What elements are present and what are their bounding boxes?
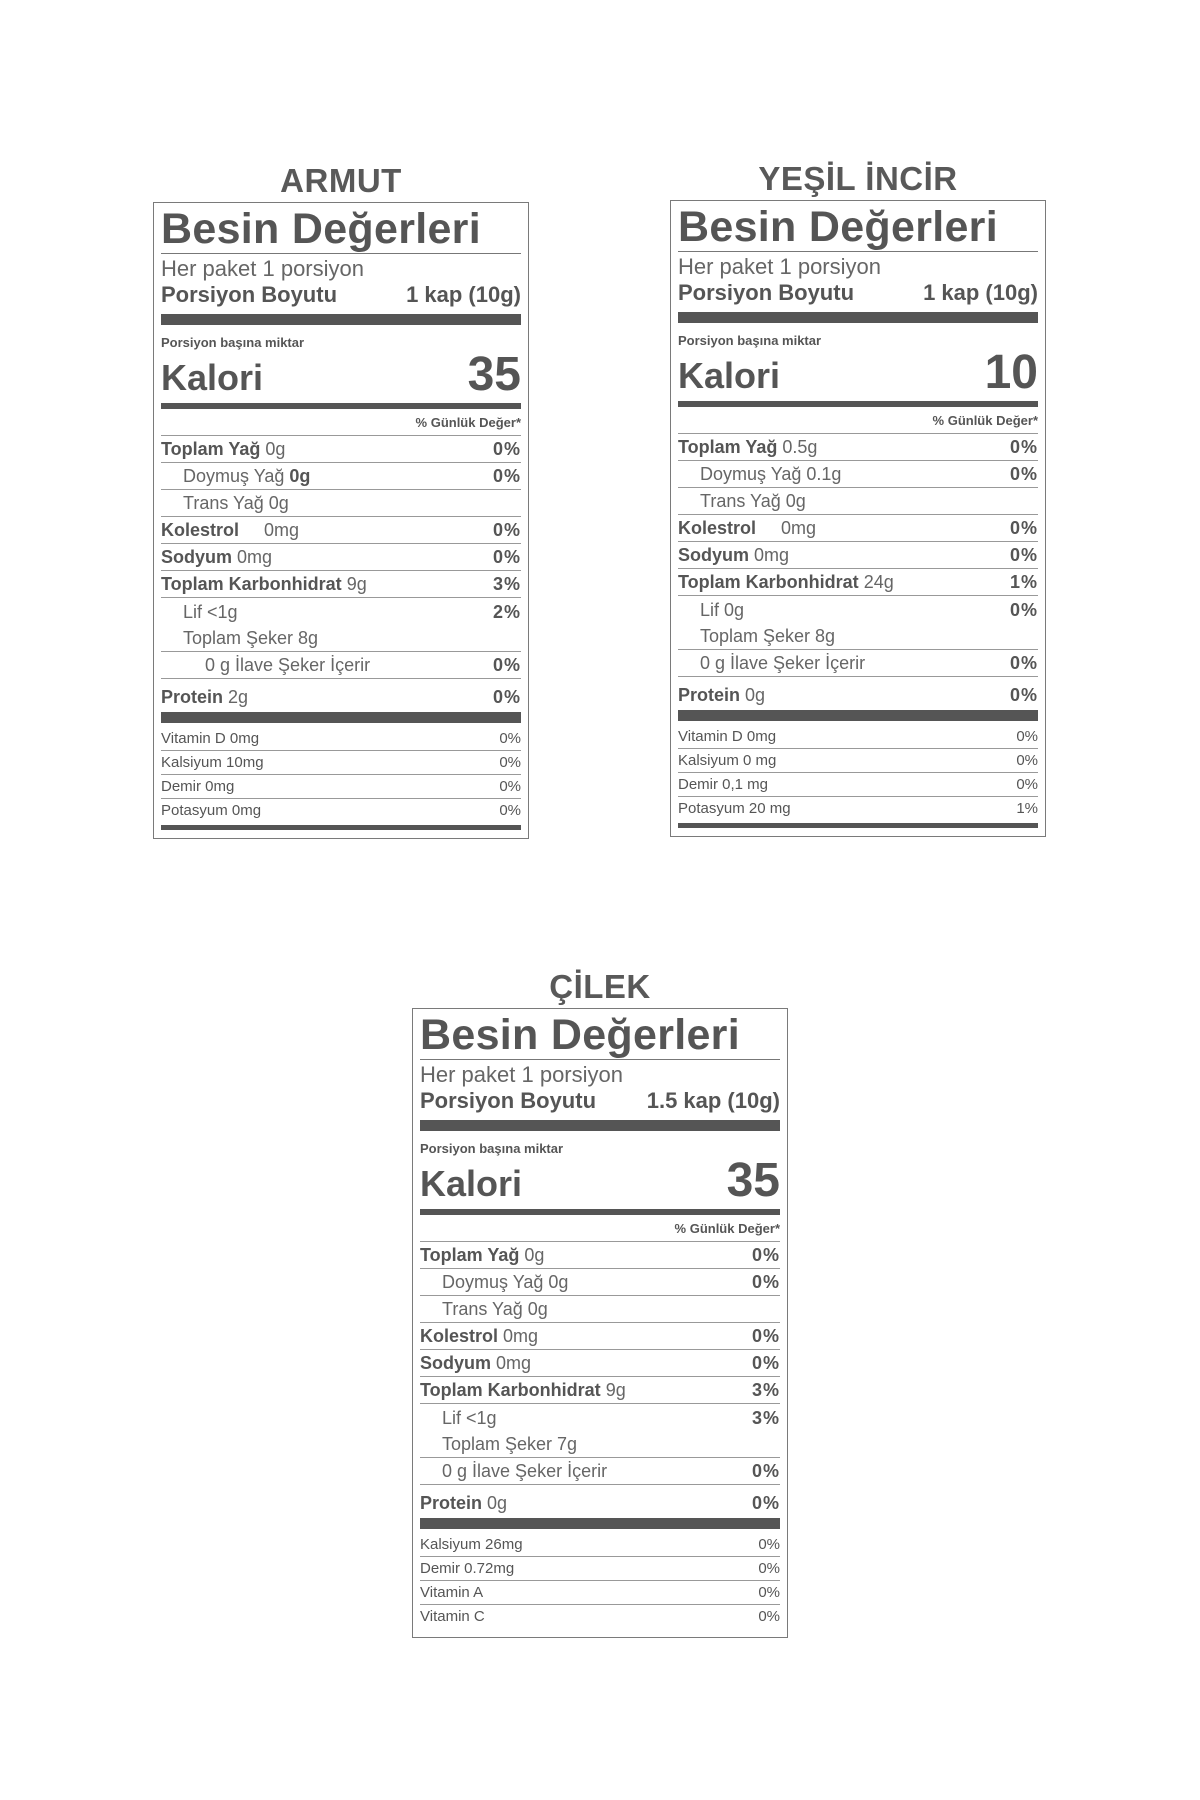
nutrient-row: Protein 2g 0% [161, 687, 521, 707]
nutrient-row: Trans Yağ 0g [678, 488, 1038, 515]
calories-value: 35 [467, 348, 521, 401]
nutrition-label [670, 200, 1046, 837]
vitamin-row: Kalsiyum 0 mg 0% [678, 749, 1038, 773]
per-serving-text: Porsiyon başına miktar [161, 335, 305, 350]
vitamin-row: Vitamin D 0mg 0% [161, 727, 521, 751]
per-serving-text: Porsiyon başına miktar [678, 333, 822, 348]
nutrient-row: Doymuş Yağ 0g 0% [161, 463, 521, 490]
calories-value: 10 [984, 346, 1038, 399]
servings-text: Her paket 1 porsiyon [161, 256, 364, 281]
nutrient-row: Lif <1g 3% [442, 1408, 780, 1428]
serving-size-label: Porsiyon Boyutu [420, 1088, 597, 1113]
divider-thick [161, 712, 521, 723]
nutrition-label [153, 202, 529, 839]
nutrient-row: Toplam Yağ 0g 0% [161, 436, 521, 463]
nutrient-row: Toplam Şeker 8g [161, 625, 521, 652]
nutrient-row: Kolestrol 0mg 0% [420, 1323, 780, 1350]
label-title: Besin Değerleri [678, 203, 1038, 252]
nutrient-row: Doymuş Yağ 0.1g 0% [678, 461, 1038, 488]
nutrient-row: Sodyum 0mg 0% [161, 544, 521, 571]
calories-row [420, 1154, 780, 1207]
servings-text: Her paket 1 porsiyon [678, 254, 881, 279]
nutrient-row: Lif 0g 0% [700, 600, 1038, 620]
vitamin-row: Demir 0,1 mg 0% [678, 773, 1038, 797]
nutrient-row: Toplam Şeker 7g [420, 1431, 780, 1458]
label-title: Besin Değerleri [161, 205, 521, 254]
nutrition-card-cilek [412, 966, 788, 1638]
divider-medium [420, 1209, 780, 1215]
nutrient-row: Doymuş Yağ 0g 0% [420, 1269, 780, 1296]
calories-label: Kalori [161, 357, 264, 398]
vitamin-row: Vitamin A 0% [420, 1581, 780, 1605]
nutrient-row: Sodyum 0mg 0% [678, 542, 1038, 569]
daily-value-header: % Günlük Değer* [161, 411, 521, 436]
nutrient-row: Protein 0g 0% [420, 1493, 780, 1513]
nutrient-row: Toplam Yağ 0.5g 0% [678, 434, 1038, 461]
serving-size-label: Porsiyon Boyutu [161, 282, 338, 307]
daily-value-header: % Günlük Değer* [420, 1217, 780, 1242]
divider-thick [678, 710, 1038, 721]
serving-size-label: Porsiyon Boyutu [678, 280, 855, 305]
nutrient-row: 0 g İlave Şeker İçerir 0% [420, 1458, 780, 1485]
calories-label: Kalori [420, 1163, 523, 1204]
serving-size-value: 1 kap (10g) [406, 282, 521, 307]
vitamin-row: Potasyum 0mg 0% [161, 802, 521, 819]
divider-end [161, 825, 521, 830]
nutrient-row: 0 g İlave Şeker İçerir 0% [678, 650, 1038, 677]
nutrient-row: Trans Yağ 0g [161, 490, 521, 517]
nutrient-row: Lif <1g 2% [183, 602, 521, 622]
nutrient-row: Protein 0g 0% [678, 685, 1038, 705]
nutrition-card-armut [153, 160, 529, 839]
fruit-title: YEŞİL İNCİR [758, 160, 958, 197]
per-serving-text: Porsiyon başına miktar [420, 1141, 564, 1156]
calories-value: 35 [726, 1154, 780, 1207]
divider-thick [161, 314, 521, 325]
serving-size-value: 1.5 kap (10g) [646, 1088, 780, 1113]
nutrient-row: Sodyum 0mg 0% [420, 1350, 780, 1377]
nutrition-label [412, 1008, 788, 1638]
servings-text: Her paket 1 porsiyon [420, 1062, 623, 1087]
divider-medium [678, 401, 1038, 407]
nutrient-row: Toplam Şeker 8g [678, 623, 1038, 650]
calories-row [678, 346, 1038, 399]
fruit-title: ÇİLEK [549, 968, 651, 1005]
serving-size-row [420, 1088, 780, 1114]
nutrition-card-incir [670, 158, 1046, 837]
calories-label: Kalori [678, 355, 781, 396]
nutrient-row: 0 g İlave Şeker İçerir 0% [161, 652, 521, 679]
calories-row [161, 348, 521, 401]
nutrient-row: Toplam Karbonhidrat 9g 3% [161, 571, 521, 598]
nutrient-row: Toplam Karbonhidrat 9g 3% [420, 1377, 780, 1404]
nutrient-row: Kolestrol 0mg 0% [678, 515, 1038, 542]
vitamin-row: Demir 0.72mg 0% [420, 1557, 780, 1581]
fruit-title: ARMUT [280, 162, 402, 199]
divider-end [678, 823, 1038, 828]
nutrient-row: Toplam Yağ 0g 0% [420, 1242, 780, 1269]
vitamin-row: Potasyum 20 mg 1% [678, 800, 1038, 817]
vitamin-row: Demir 0mg 0% [161, 775, 521, 799]
vitamin-row: Kalsiyum 10mg 0% [161, 751, 521, 775]
daily-value-header: % Günlük Değer* [678, 409, 1038, 434]
divider-thick [420, 1120, 780, 1131]
vitamin-row: Vitamin D 0mg 0% [678, 725, 1038, 749]
vitamin-row: Kalsiyum 26mg 0% [420, 1533, 780, 1557]
serving-size-row [678, 280, 1038, 306]
divider-thick [678, 312, 1038, 323]
nutrient-row: Trans Yağ 0g [420, 1296, 780, 1323]
vitamin-row: Vitamin C 0% [420, 1608, 780, 1625]
nutrient-row: Toplam Karbonhidrat 24g 1% [678, 569, 1038, 596]
divider-medium [161, 403, 521, 409]
label-title: Besin Değerleri [420, 1011, 780, 1060]
serving-size-value: 1 kap (10g) [923, 280, 1038, 305]
nutrient-row: Kolestrol 0mg 0% [161, 517, 521, 544]
serving-size-row [161, 282, 521, 308]
divider-thick [420, 1518, 780, 1529]
